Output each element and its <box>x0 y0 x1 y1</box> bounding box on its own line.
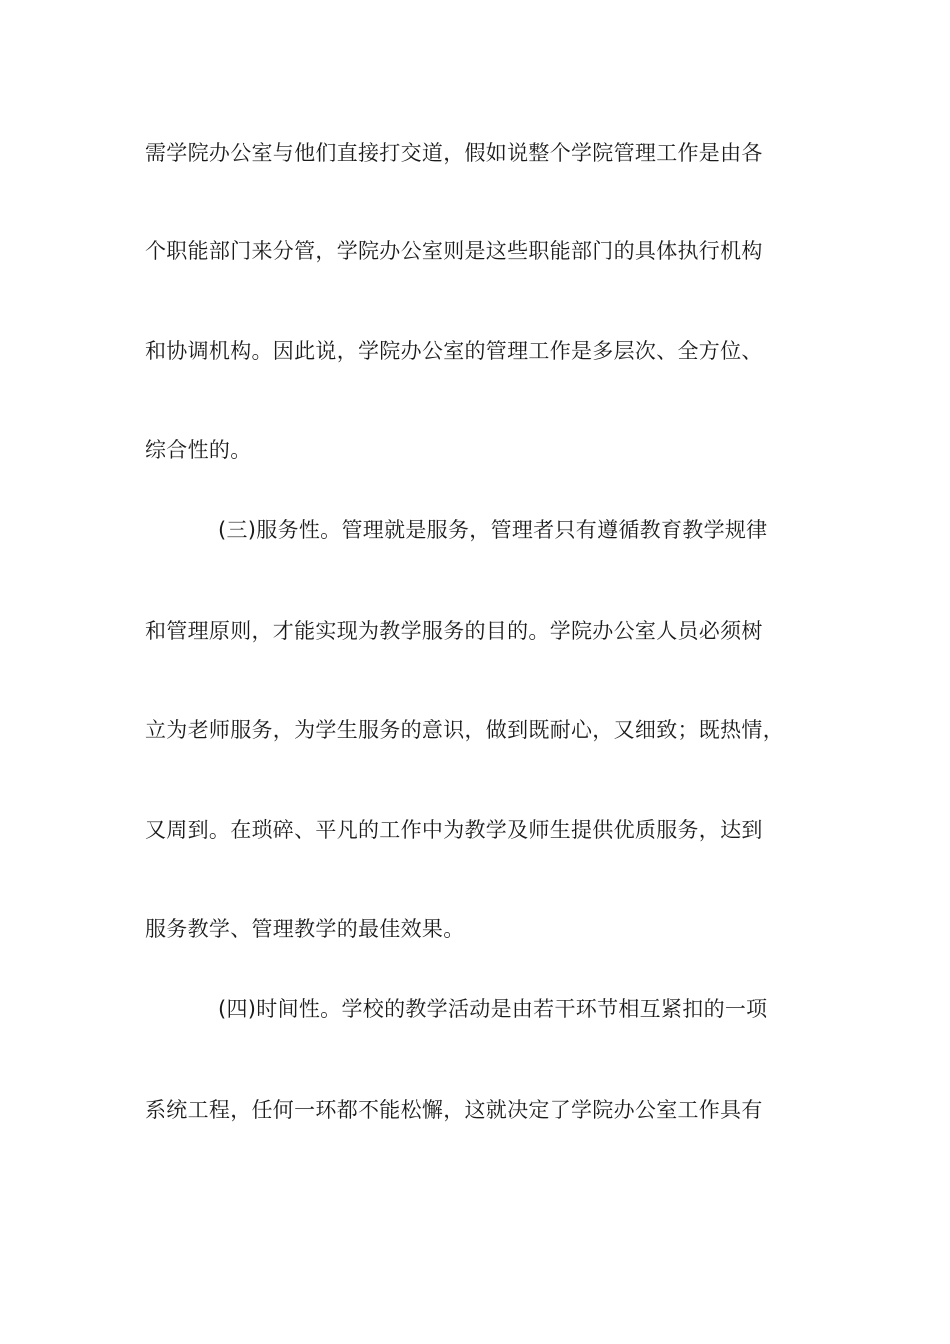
text-line-2: 个职能部门来分管，学院办公室则是这些职能部门的具体执行机构 <box>145 239 763 263</box>
text-line-5: (三)服务性。管理就是服务，管理者只有遵循教育教学规律 <box>218 518 768 542</box>
text-line-1: 需学院办公室与他们直接打交道，假如说整个学院管理工作是由各 <box>145 141 763 165</box>
text-line-3: 和协调机构。因此说，学院办公室的管理工作是多层次、全方位、 <box>145 339 763 363</box>
text-line-6: 和管理原则，才能实现为教学服务的目的。学院办公室人员必须树 <box>145 619 763 643</box>
text-line-7: 立为老师服务，为学生服务的意识，做到既耐心，又细致；既热情， <box>145 718 784 742</box>
text-line-8: 又周到。在琐碎、平凡的工作中为教学及师生提供优质服务，达到 <box>145 818 763 842</box>
text-line-10: (四)时间性。学校的教学活动是由若干环节相互紧扣的一项 <box>218 997 768 1021</box>
text-line-4: 综合性的。 <box>145 438 252 462</box>
text-line-11: 系统工程，任何一环都不能松懈，这就决定了学院办公室工作具有 <box>145 1098 763 1122</box>
text-line-9: 服务教学、管理教学的最佳效果。 <box>145 917 465 941</box>
